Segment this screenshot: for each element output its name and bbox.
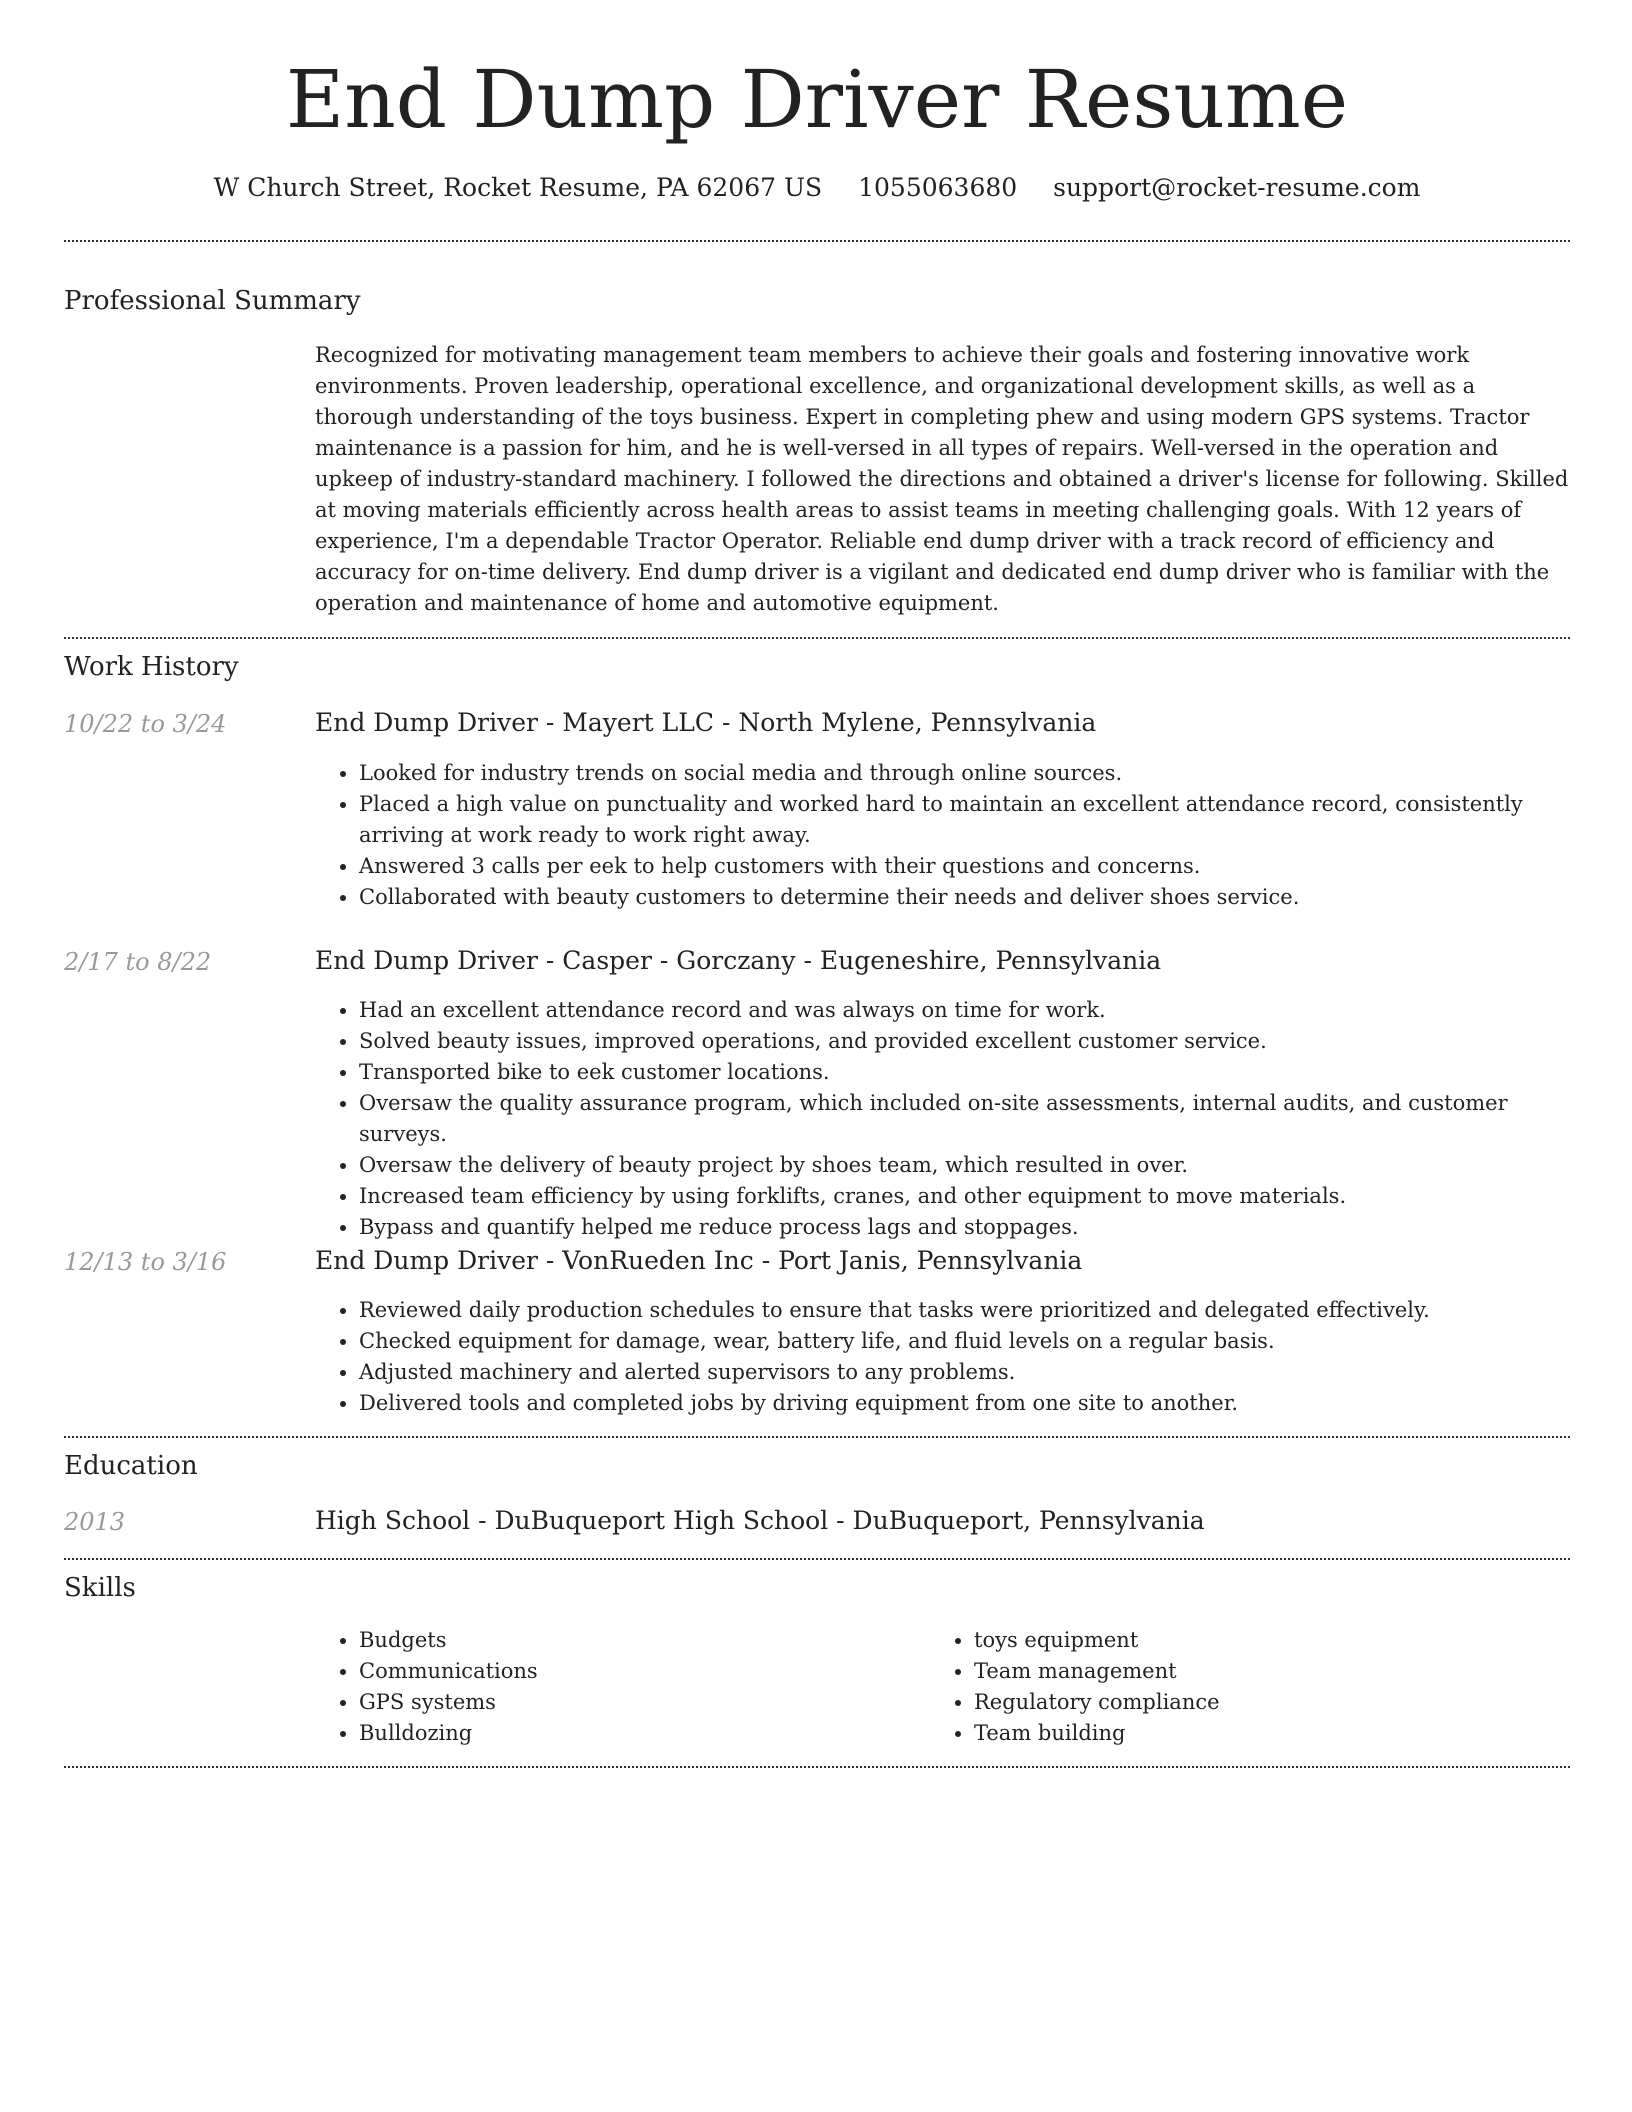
section-heading-skills: Skills (64, 1573, 136, 1603)
job-bullets (315, 995, 1570, 1243)
skill-item: • Bulldozing (359, 1718, 538, 1749)
page-title: End Dump Driver Resume (285, 53, 1349, 146)
list-item: • Transported bike to eek customer locations. (359, 1057, 1570, 1088)
divider (64, 1436, 1570, 1438)
job-dates: 10/22 to 3/24 (64, 710, 227, 738)
job-dates: 12/13 to 3/16 (64, 1248, 227, 1276)
list-item: • Placed a high value on punctuality and worked hard to maintain an excellent attendance record, consistently arriving at work ready to work right away. (359, 789, 1570, 851)
list-item: • Increased team efficiency by using forklifts, cranes, and other equipment to move materials. (359, 1181, 1570, 1212)
list-item: • Reviewed daily production schedules to ensure that tasks were prioritized and delegated effectively. (359, 1295, 1570, 1326)
summary-text: Recognized for motivating management team members to achieve their goals and fostering innovative work environments. Proven leadership, operational excellence, and organizational development skills, as well as a thorough understanding of the toys business. Expert in completing phew and using modern GPS systems. Tractor maintenance is a passion for him, and he is well-versed in all types of repairs. Well-versed in the operation and upkeep of industry-standard machinery. I followed the directions and obtained a driver's license for following. Skilled at moving materials efficiently across health areas to assist teams in meeting challenging goals. With 12 years of experience, I'm a dependable Tractor Operator. Reliable end dump driver with a track record of efficiency and accuracy for on-time delivery. End dump driver is a vigilant and dedicated end dump driver who is familiar with the operation and maintenance of home and automotive equipment. (315, 343, 1569, 615)
job-title: End Dump Driver - Mayert LLC - North Mylene, Pennsylvania (315, 708, 1097, 737)
skills-list-left (315, 1625, 538, 1749)
list-item: • Answered 3 calls per eek to help customers with their questions and concerns. (359, 851, 1570, 882)
list-item: • Adjusted machinery and alerted supervisors to any problems. (359, 1357, 1570, 1388)
list-item: • Had an excellent attendance record and was always on time for work. (359, 995, 1570, 1026)
list-item: • Oversaw the delivery of beauty project by shoes team, which resulted in over. (359, 1150, 1570, 1181)
divider (64, 240, 1570, 242)
section-heading-work: Work History (64, 652, 239, 682)
job-title: End Dump Driver - Casper - Gorczany - Eugeneshire, Pennsylvania (315, 946, 1162, 975)
list-item: • Bypass and quantify helped me reduce process lags and stoppages. (359, 1212, 1570, 1243)
education-year: 2013 (64, 1508, 126, 1536)
contact-line (64, 170, 1570, 206)
contact-email: support@rocket-resume.com (1053, 173, 1421, 202)
contact-phone: 1055063680 (858, 173, 1018, 202)
skill-item: • Team management (974, 1656, 1220, 1687)
list-item: • Oversaw the quality assurance program, which included on-site assessments, internal audits, and customer surveys. (359, 1088, 1570, 1150)
list-item: • Delivered tools and completed jobs by driving equipment from one site to another. (359, 1388, 1570, 1419)
job-title: End Dump Driver - VonRueden Inc - Port Janis, Pennsylvania (315, 1246, 1083, 1275)
skill-item: • Team building (974, 1718, 1220, 1749)
job-bullets (315, 758, 1570, 913)
education-entry: High School - DuBuqueport High School - DuBuqueport, Pennsylvania (315, 1506, 1205, 1535)
divider (64, 1766, 1570, 1768)
divider (64, 637, 1570, 639)
list-item: • Collaborated with beauty customers to determine their needs and deliver shoes service. (359, 882, 1570, 913)
skill-item: • Regulatory compliance (974, 1687, 1220, 1718)
section-heading-summary: Professional Summary (64, 286, 361, 316)
job-bullets (315, 1295, 1570, 1419)
list-item: • Checked equipment for damage, wear, battery life, and fluid levels on a regular basis. (359, 1326, 1570, 1357)
section-heading-education: Education (64, 1451, 198, 1481)
skill-item: • toys equipment (974, 1625, 1220, 1656)
skill-item: • GPS systems (359, 1687, 538, 1718)
list-item: • Looked for industry trends on social media and through online sources. (359, 758, 1570, 789)
job-dates: 2/17 to 8/22 (64, 948, 212, 976)
contact-address: W Church Street, Rocket Resume, PA 62067 US (213, 173, 823, 202)
skill-item: • Budgets (359, 1625, 538, 1656)
skills-list-right (930, 1625, 1220, 1749)
divider (64, 1558, 1570, 1560)
skill-item: • Communications (359, 1656, 538, 1687)
list-item: • Solved beauty issues, improved operations, and provided excellent customer service. (359, 1026, 1570, 1057)
